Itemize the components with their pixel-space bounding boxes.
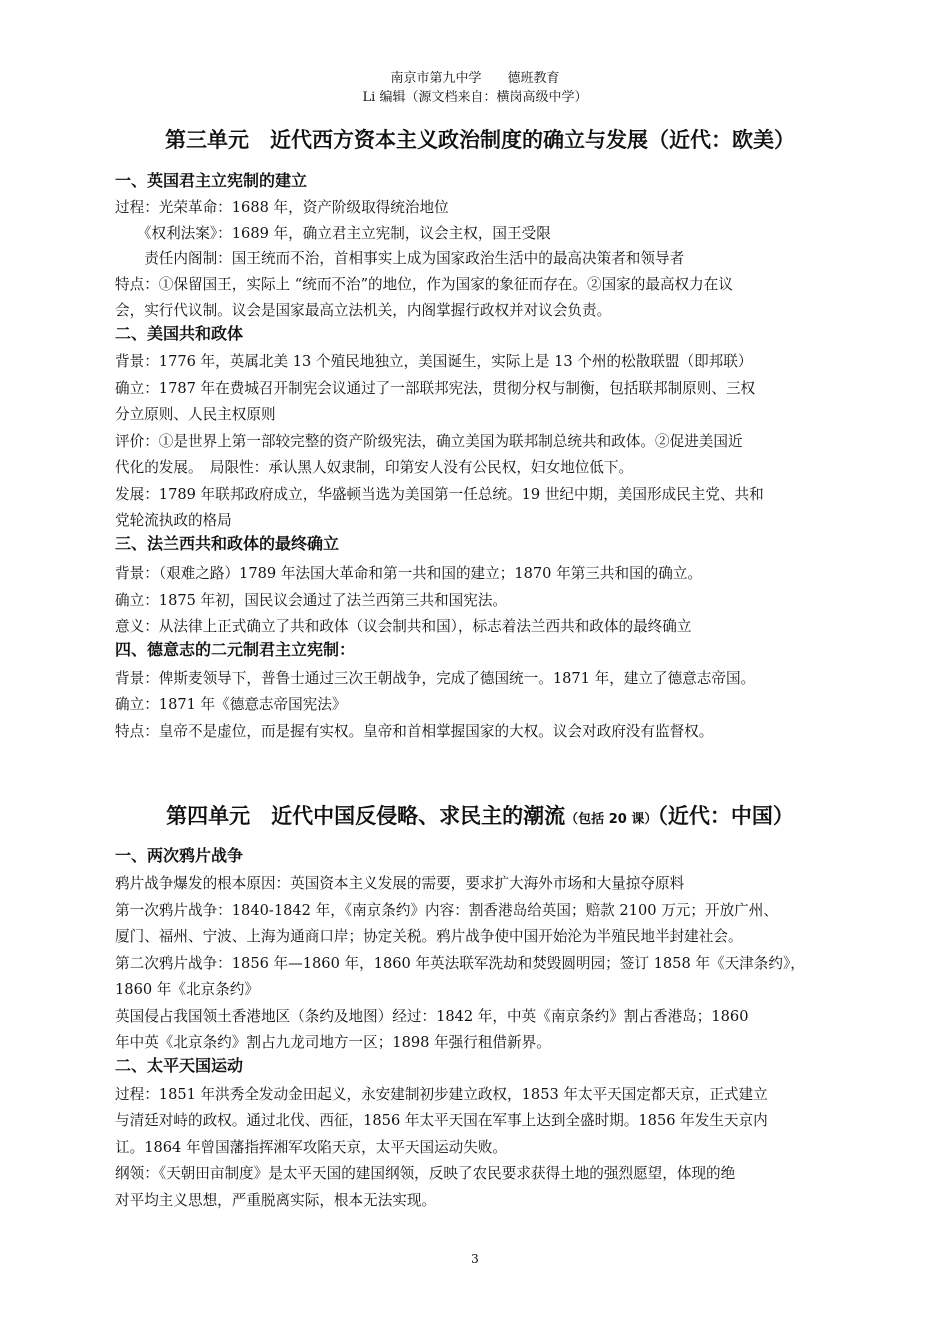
paragraph-line: 厦门、福州、宁波、上海为通商口岸；协定关税。鸦片战争使中国开始沦为半殖民地半封建社会。 xyxy=(115,928,743,945)
paragraph-line: 发展：1789 年联邦政府成立，华盛顿当选为美国第一任总统。19 世纪中期，美国形成民主党、共和 xyxy=(115,486,764,503)
paragraph-line: 《权利法案》：1689 年，确立君主立宪制，议会主权，国王受限 xyxy=(115,225,551,242)
unit3-title: 第三单元 近代西方资本主义政治制度的确立与发展（近代：欧美） xyxy=(165,128,795,152)
paragraph-line: 讧。1864 年曾国藩指挥湘军攻陷天京，太平天国运动失败。 xyxy=(115,1139,508,1156)
unit3-section4-heading: 四、德意志的二元制君主立宪制： xyxy=(115,640,356,659)
unit3-section3-heading: 三、法兰西共和政体的最终确立 xyxy=(115,534,340,553)
paragraph-line: 1860 年《北京条约》 xyxy=(115,981,259,998)
header-school: 南京市第九中学 德班教育 xyxy=(390,71,560,86)
paragraph-line: 评价：①是世界上第一部较完整的资产阶级宪法，确立美国为联邦制总统共和政体。②促进美国近 xyxy=(115,433,743,450)
unit3-section1-heading: 一、英国君主立宪制的建立 xyxy=(115,171,308,190)
paragraph-line: 年中英《北京条约》割占九龙司地方一区；1898 年强行租借新界。 xyxy=(115,1034,551,1051)
unit4-title-note: （包括 20 课） xyxy=(565,812,658,827)
paragraph-line: 特点：①保留国王，实际上 “统而不治”的地位，作为国家的象征而存在。②国家的最高权力在议 xyxy=(115,276,733,293)
unit3-section2-heading: 二、美国共和政体 xyxy=(115,324,244,343)
paragraph-line: 意义：从法律上正式确立了共和政体（议会制共和国），标志着法兰西共和政体的最终确立 xyxy=(115,618,692,635)
paragraph-line: 分立原则、人民主权原则 xyxy=(115,406,276,423)
paragraph-line: 确立：1787 年在费城召开制宪会议通过了一部联邦宪法，贯彻分权与制衡，包括联邦制原则、三权 xyxy=(115,380,756,397)
paragraph-line: 纲领：《天朝田亩制度》是太平天国的建国纲领，反映了农民要求获得土地的强烈愿望，体现的绝 xyxy=(115,1165,736,1182)
paragraph-line: 第二次鸦片战争：1856 年—1860 年，1860 年英法联军洗劫和焚毁圆明园；签订 1858 年《天津条约》， xyxy=(115,955,805,972)
paragraph-line: 党轮流执政的格局 xyxy=(115,512,232,529)
paragraph-line: 过程：光荣革命：1688 年，资产阶级取得统治地位 xyxy=(115,199,449,216)
paragraph-line: 会，实行代议制。议会是国家最高立法机关，内阁掌握行政权并对议会负责。 xyxy=(115,302,612,319)
unit4-section1-heading: 一、两次鸦片战争 xyxy=(115,846,244,865)
unit4-title-main: 第四单元 近代中国反侵略、求民主的潮流 xyxy=(166,804,566,828)
unit4-title-tail: （近代：中国） xyxy=(657,804,794,828)
paragraph-line: 背景：俾斯麦领导下，普鲁士通过三次王朝战争，完成了德国统一。1871 年，建立了德意志帝国。 xyxy=(115,670,756,687)
paragraph-line: 确立：1875 年初，国民议会通过了法兰西第三共和国宪法。 xyxy=(115,592,508,609)
paragraph-line: 英国侵占我国领土香港地区（条约及地图）经过：1842 年，中英《南京条约》割占香港岛；1860 xyxy=(115,1008,749,1025)
paragraph-line: 过程：1851 年洪秀全发动金田起义，永安建制初步建立政权，1853 年太平天国定都天京，正式建立 xyxy=(115,1086,768,1103)
unit4-section2-heading: 二、太平天国运动 xyxy=(115,1056,244,1075)
paragraph-line: 与清廷对峙的政权。通过北伐、西征，1856 年太平天国在军事上达到全盛时期。1856 年发生天京内 xyxy=(115,1112,768,1129)
header-editor: Li 编辑（源文档来自：横岗高级中学） xyxy=(362,90,588,105)
paragraph-line: 确立：1871 年《德意志帝国宪法》 xyxy=(115,696,347,713)
paragraph-line: 对平均主义思想，严重脱离实际，根本无法实现。 xyxy=(115,1192,437,1209)
unit4-title xyxy=(115,800,845,830)
page-number: 3 xyxy=(471,1252,479,1266)
paragraph-line: 代化的发展。 局限性：承认黑人奴隶制，印第安人没有公民权，妇女地位低下。 xyxy=(115,459,634,476)
paragraph-line: 背景：（艰难之路）1789 年法国大革命和第一共和国的建立；1870 年第三共和国的确立。 xyxy=(115,565,703,582)
paragraph-line: 第一次鸦片战争：1840-1842 年，《南京条约》内容：割香港岛给英国；赔款 2100 万元；开放广州、 xyxy=(115,902,778,919)
paragraph-line: 特点：皇帝不是虚位，而是握有实权。皇帝和首相掌握国家的大权。议会对政府没有监督权。 xyxy=(115,723,714,740)
paragraph-line: 责任内阁制：国王统而不治，首相事实上成为国家政治生活中的最高决策者和领导者 xyxy=(115,250,685,267)
paragraph-line: 背景：1776 年，英属北美 13 个殖民地独立，美国诞生，实际上是 13 个州的松散联盟（即邦联） xyxy=(115,353,753,370)
paragraph-line: 鸦片战争爆发的根本原因：英国资本主义发展的需要，要求扩大海外市场和大量掠夺原料 xyxy=(115,875,685,892)
